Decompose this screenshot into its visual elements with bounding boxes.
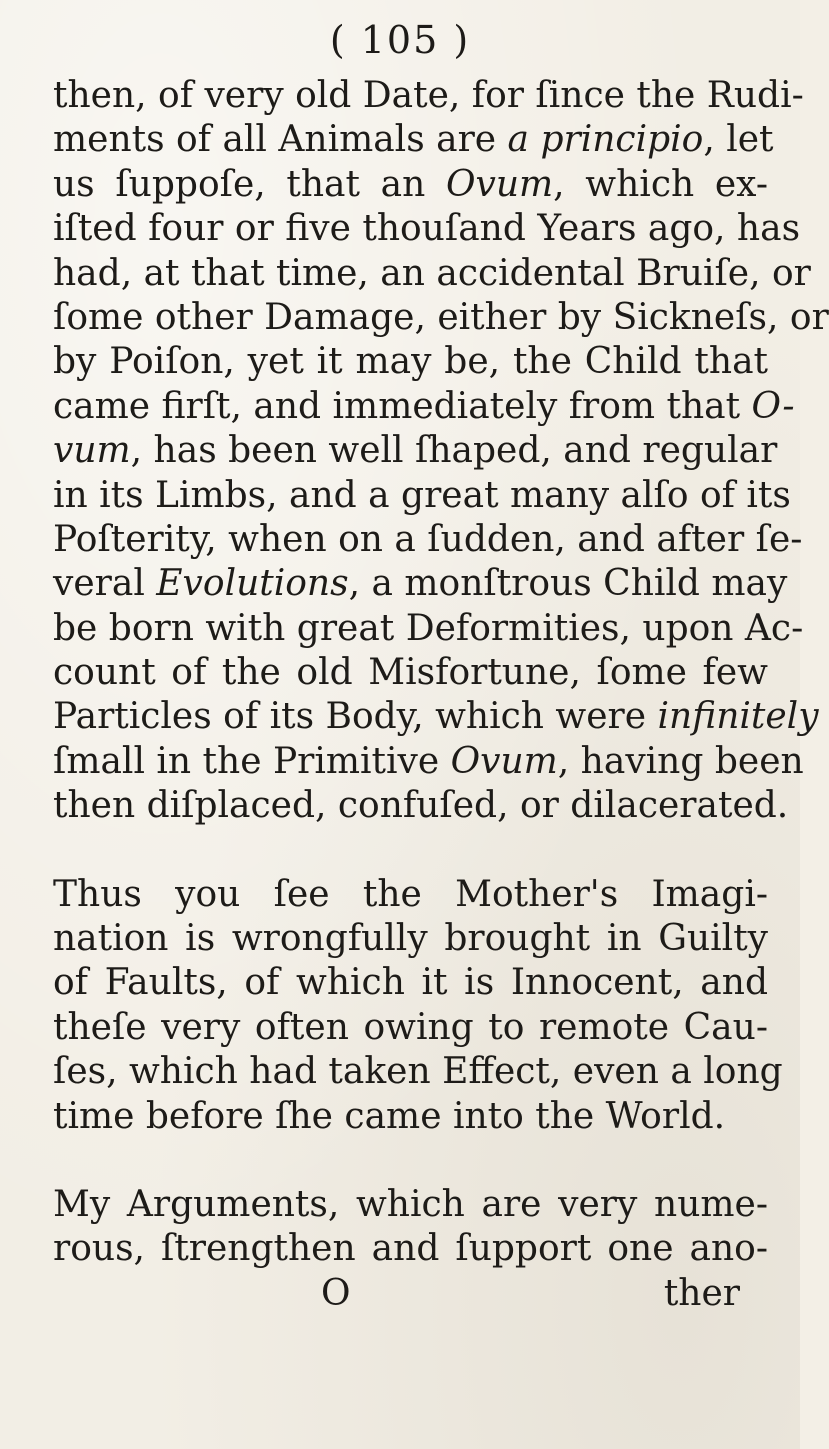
signature-mark: O <box>321 1272 351 1314</box>
text-line: by Poiſon, yet it may be, the Child that <box>53 341 768 383</box>
text-line: iſted four or five thouſand Years ago, has <box>53 208 801 250</box>
paragraph-gap <box>53 1139 768 1183</box>
text-line: then, of very old Date, for ſince the Rudi- <box>53 75 804 116</box>
text-line: vum, has been well ſhaped, and regular <box>53 430 778 472</box>
text-line: theſe very often owing to remote Cau- <box>53 1006 768 1048</box>
text-line: My Arguments, which are very nume- <box>53 1183 768 1225</box>
paragraph-1 <box>53 74 829 829</box>
catch-line <box>53 1272 768 1316</box>
paragraph-gap <box>53 829 768 873</box>
catchword: ther <box>663 1272 740 1314</box>
text-line: ments of all Animals are a principio, let <box>53 119 774 161</box>
text-line: ſmall in the Primitive Ovum, having been <box>53 740 804 782</box>
text-line: count of the old Misfortune, ſome few <box>53 652 768 694</box>
text-line: rous, ſtrengthen and ſupport one ano- <box>53 1228 768 1270</box>
page-number: ( 105 ) <box>329 18 471 62</box>
text-line: ſes, which had taken Effect, even a long <box>53 1051 783 1093</box>
text-line: came firſt, and immediately from that O- <box>53 385 795 427</box>
text-line: nation is wrongfully brought in Guilty <box>53 918 768 960</box>
paragraph-2 <box>53 873 783 1139</box>
paragraph-3 <box>53 1183 768 1272</box>
text-line: be born with great Deformities, upon Ac- <box>53 607 804 649</box>
text-line: Particles of its Body, which were infinitely <box>53 696 819 738</box>
text-line: had, at that time, an accidental Bruiſe, or <box>53 252 811 294</box>
text-line: of Faults, of which it is Innocent, and <box>53 962 768 1004</box>
text-line: time before ſhe came into the World. <box>53 1095 726 1137</box>
text-line: veral Evolutions, a monſtrous Child may <box>53 563 788 605</box>
text-line: ſome other Damage, either by Sickneſs, or <box>53 296 829 338</box>
text-line: Thus you ſee the Mother's Imagi- <box>53 873 768 915</box>
body-text <box>53 74 829 1316</box>
text-line: in its Limbs, and a great many alſo of its <box>53 474 791 516</box>
text-line: Poſterity, when on a ſudden, and after ſe- <box>53 518 803 560</box>
text-line: us ſuppoſe, that an Ovum, which ex- <box>53 163 768 205</box>
text-line: then diſplaced, confuſed, or dilacerated. <box>53 785 789 827</box>
